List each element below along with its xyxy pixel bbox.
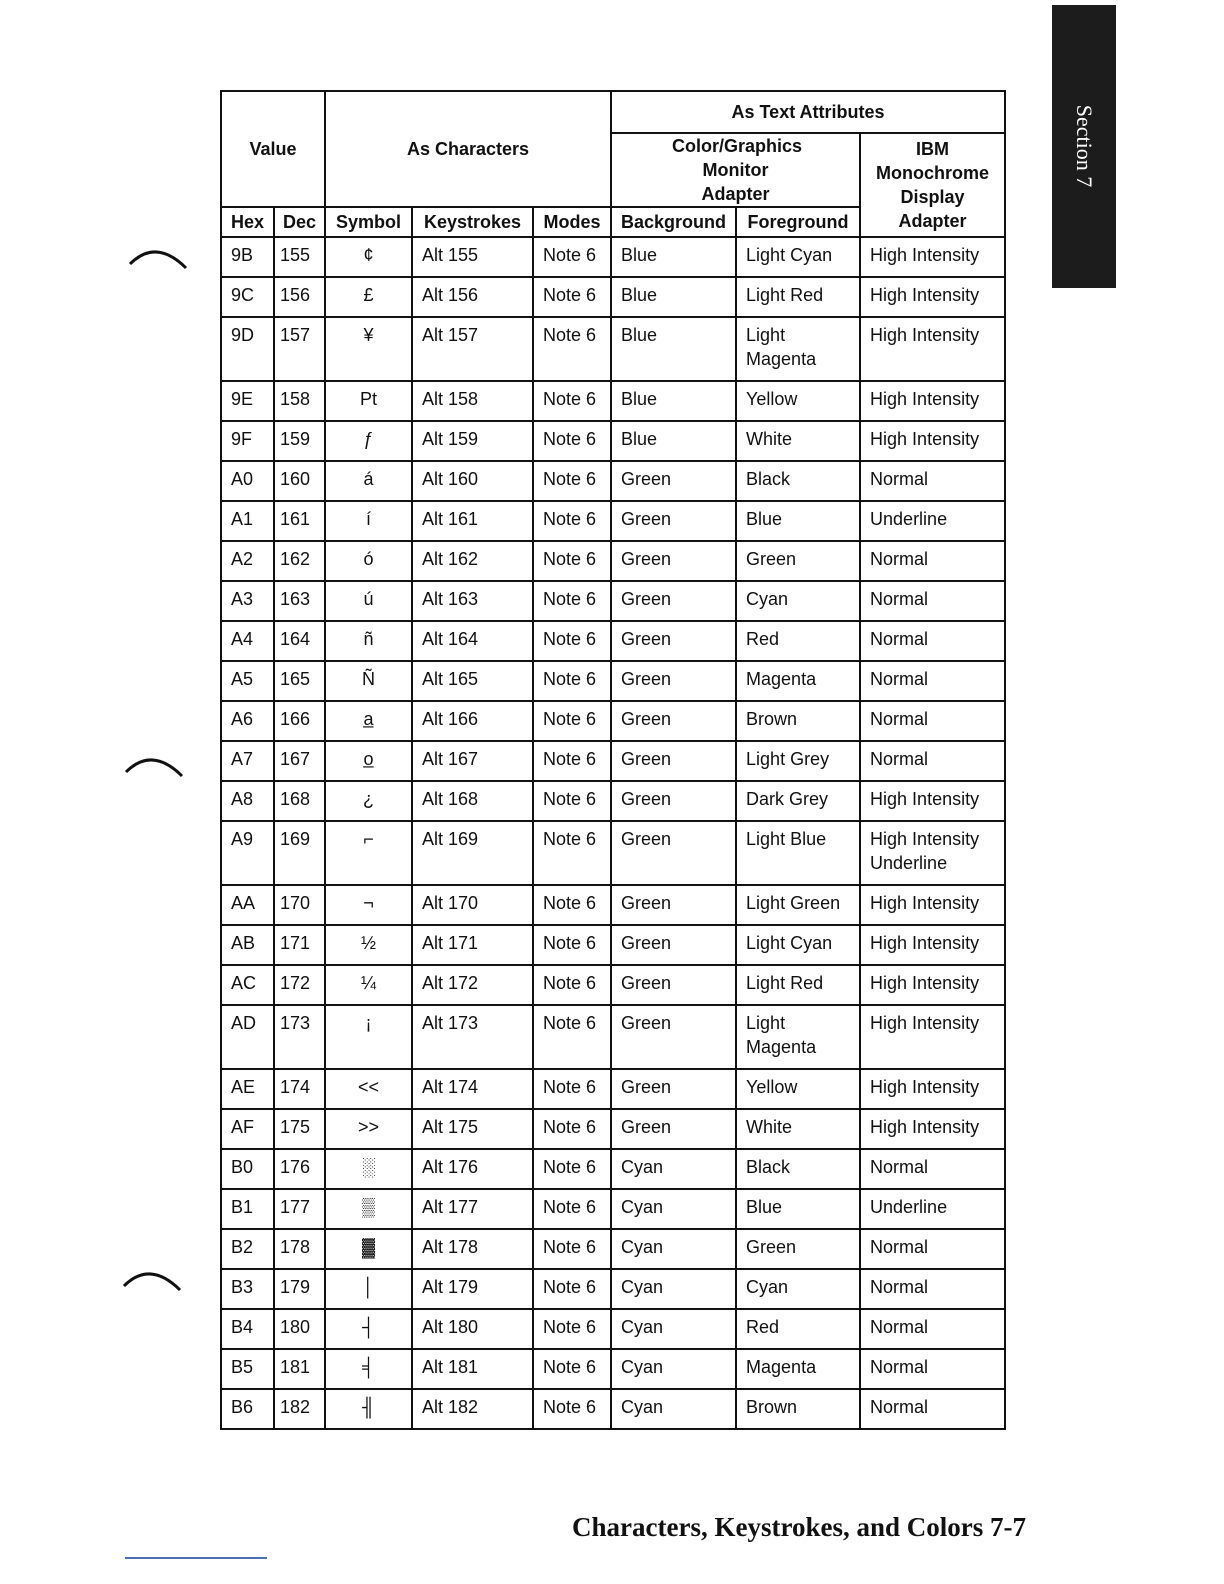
section-tab-label: Section 7 xyxy=(1072,104,1097,188)
cell-monochrome: High Intensity xyxy=(860,381,1005,421)
header-value: Value xyxy=(221,91,325,207)
cell-foreground: Light Red xyxy=(736,277,860,317)
cell-hex: AF xyxy=(221,1109,274,1149)
cell-modes: Note 6 xyxy=(533,661,611,701)
character-attribute-table xyxy=(220,90,1006,1430)
section-tab xyxy=(1052,5,1116,288)
table-row xyxy=(221,885,1005,925)
cell-modes: Note 6 xyxy=(533,1149,611,1189)
cell-dec: 173 xyxy=(274,1005,325,1069)
cell-keystrokes: Alt 168 xyxy=(412,781,533,821)
cell-symbol: ¼ xyxy=(325,965,412,1005)
cell-keystrokes: Alt 159 xyxy=(412,421,533,461)
cell-symbol: ▓ xyxy=(325,1229,412,1269)
cell-keystrokes: Alt 170 xyxy=(412,885,533,925)
cell-background: Green xyxy=(611,1109,736,1149)
cell-monochrome: High Intensity xyxy=(860,885,1005,925)
cell-monochrome: Normal xyxy=(860,581,1005,621)
cell-hex: 9C xyxy=(221,277,274,317)
header-modes: Modes xyxy=(533,207,611,237)
cell-symbol: ¿ xyxy=(325,781,412,821)
table-row xyxy=(221,1005,1005,1069)
cell-symbol: á xyxy=(325,461,412,501)
cell-hex: A5 xyxy=(221,661,274,701)
cell-monochrome: Normal xyxy=(860,1269,1005,1309)
header-as-text-attributes: As Text Attributes xyxy=(611,91,1005,133)
cell-keystrokes: Alt 165 xyxy=(412,661,533,701)
cell-modes: Note 6 xyxy=(533,501,611,541)
cell-keystrokes: Alt 162 xyxy=(412,541,533,581)
cell-modes: Note 6 xyxy=(533,1109,611,1149)
cell-symbol: │ xyxy=(325,1269,412,1309)
cell-hex: A4 xyxy=(221,621,274,661)
cell-foreground: Dark Grey xyxy=(736,781,860,821)
cell-foreground: Blue xyxy=(736,1189,860,1229)
cell-monochrome: High Intensity Underline xyxy=(860,821,1005,885)
table-row xyxy=(221,741,1005,781)
cell-foreground: Light Blue xyxy=(736,821,860,885)
table-row xyxy=(221,1069,1005,1109)
cell-monochrome: Normal xyxy=(860,1149,1005,1189)
cell-modes: Note 6 xyxy=(533,1389,611,1429)
cell-background: Green xyxy=(611,781,736,821)
cell-monochrome: Normal xyxy=(860,1229,1005,1269)
cell-monochrome: Normal xyxy=(860,701,1005,741)
cell-symbol: ┤ xyxy=(325,1309,412,1349)
cell-hex: AA xyxy=(221,885,274,925)
cell-modes: Note 6 xyxy=(533,277,611,317)
cell-foreground: Brown xyxy=(736,701,860,741)
cell-hex: B6 xyxy=(221,1389,274,1429)
cell-dec: 165 xyxy=(274,661,325,701)
cell-keystrokes: Alt 172 xyxy=(412,965,533,1005)
cell-dec: 166 xyxy=(274,701,325,741)
cell-keystrokes: Alt 155 xyxy=(412,237,533,277)
cell-dec: 177 xyxy=(274,1189,325,1229)
cell-symbol: ú xyxy=(325,581,412,621)
cell-foreground: Yellow xyxy=(736,381,860,421)
cell-hex: A2 xyxy=(221,541,274,581)
cell-dec: 161 xyxy=(274,501,325,541)
cell-symbol: ╢ xyxy=(325,1389,412,1429)
cell-background: Green xyxy=(611,661,736,701)
cell-keystrokes: Alt 177 xyxy=(412,1189,533,1229)
table-row xyxy=(221,661,1005,701)
cell-modes: Note 6 xyxy=(533,317,611,381)
cell-keystrokes: Alt 174 xyxy=(412,1069,533,1109)
cell-keystrokes: Alt 182 xyxy=(412,1389,533,1429)
cell-dec: 178 xyxy=(274,1229,325,1269)
cell-symbol: Pt xyxy=(325,381,412,421)
cell-modes: Note 6 xyxy=(533,581,611,621)
cell-monochrome: High Intensity xyxy=(860,421,1005,461)
cell-hex: B5 xyxy=(221,1349,274,1389)
cell-hex: B1 xyxy=(221,1189,274,1229)
header-as-characters: As Characters xyxy=(325,91,611,207)
cell-symbol: ñ xyxy=(325,621,412,661)
cell-monochrome: Normal xyxy=(860,661,1005,701)
table-row xyxy=(221,1229,1005,1269)
cell-keystrokes: Alt 178 xyxy=(412,1229,533,1269)
cell-keystrokes: Alt 167 xyxy=(412,741,533,781)
cell-keystrokes: Alt 176 xyxy=(412,1149,533,1189)
cell-modes: Note 6 xyxy=(533,421,611,461)
cell-symbol: í xyxy=(325,501,412,541)
cell-dec: 169 xyxy=(274,821,325,885)
cell-keystrokes: Alt 180 xyxy=(412,1309,533,1349)
cell-modes: Note 6 xyxy=(533,741,611,781)
cell-monochrome: Normal xyxy=(860,621,1005,661)
cell-modes: Note 6 xyxy=(533,461,611,501)
cell-background: Green xyxy=(611,821,736,885)
table-row xyxy=(221,821,1005,885)
cell-monochrome: High Intensity xyxy=(860,237,1005,277)
cell-symbol: ¡ xyxy=(325,1005,412,1069)
cell-modes: Note 6 xyxy=(533,381,611,421)
cell-hex: B3 xyxy=(221,1269,274,1309)
table-row xyxy=(221,701,1005,741)
cell-modes: Note 6 xyxy=(533,1069,611,1109)
cell-dec: 176 xyxy=(274,1149,325,1189)
cell-foreground: Green xyxy=(736,1229,860,1269)
cell-foreground: Cyan xyxy=(736,581,860,621)
cell-foreground: Light Red xyxy=(736,965,860,1005)
cell-monochrome: Normal xyxy=(860,541,1005,581)
table-row xyxy=(221,781,1005,821)
cell-keystrokes: Alt 161 xyxy=(412,501,533,541)
cell-background: Blue xyxy=(611,237,736,277)
cell-background: Green xyxy=(611,1005,736,1069)
cell-hex: B4 xyxy=(221,1309,274,1349)
table-row xyxy=(221,1269,1005,1309)
cell-monochrome: High Intensity xyxy=(860,317,1005,381)
cell-hex: 9B xyxy=(221,237,274,277)
table-row xyxy=(221,581,1005,621)
page-footer-title: Characters, Keystrokes, and Colors 7-7 xyxy=(572,1512,1026,1542)
cell-background: Cyan xyxy=(611,1229,736,1269)
cell-symbol: ¬ xyxy=(325,885,412,925)
cell-modes: Note 6 xyxy=(533,541,611,581)
table-row xyxy=(221,541,1005,581)
cell-foreground: Black xyxy=(736,1149,860,1189)
cell-background: Green xyxy=(611,741,736,781)
cell-background: Blue xyxy=(611,277,736,317)
cell-modes: Note 6 xyxy=(533,1005,611,1069)
cell-background: Cyan xyxy=(611,1389,736,1429)
cell-foreground: Light Magenta xyxy=(736,1005,860,1069)
table-row xyxy=(221,277,1005,317)
cell-symbol: Ñ xyxy=(325,661,412,701)
cell-hex: AE xyxy=(221,1069,274,1109)
cell-foreground: Cyan xyxy=(736,1269,860,1309)
cell-modes: Note 6 xyxy=(533,1309,611,1349)
cell-background: Blue xyxy=(611,421,736,461)
cell-modes: Note 6 xyxy=(533,781,611,821)
cell-keystrokes: Alt 157 xyxy=(412,317,533,381)
cell-keystrokes: Alt 156 xyxy=(412,277,533,317)
header-symbol: Symbol xyxy=(325,207,412,237)
table-row xyxy=(221,925,1005,965)
cell-keystrokes: Alt 169 xyxy=(412,821,533,885)
cell-background: Green xyxy=(611,885,736,925)
cell-symbol: ¢ xyxy=(325,237,412,277)
cell-background: Cyan xyxy=(611,1269,736,1309)
cell-foreground: Green xyxy=(736,541,860,581)
table-row xyxy=(221,1109,1005,1149)
cell-symbol: ▒ xyxy=(325,1189,412,1229)
table-row xyxy=(221,1189,1005,1229)
cell-background: Cyan xyxy=(611,1189,736,1229)
table-row xyxy=(221,1309,1005,1349)
table-row xyxy=(221,1349,1005,1389)
cell-dec: 182 xyxy=(274,1389,325,1429)
cell-modes: Note 6 xyxy=(533,821,611,885)
cell-hex: AD xyxy=(221,1005,274,1069)
cell-keystrokes: Alt 179 xyxy=(412,1269,533,1309)
cell-keystrokes: Alt 181 xyxy=(412,1349,533,1389)
cell-background: Green xyxy=(611,1069,736,1109)
cell-modes: Note 6 xyxy=(533,1229,611,1269)
cell-background: Green xyxy=(611,965,736,1005)
cell-keystrokes: Alt 173 xyxy=(412,1005,533,1069)
cell-background: Green xyxy=(611,461,736,501)
cell-symbol: ½ xyxy=(325,925,412,965)
cell-symbol: ╡ xyxy=(325,1349,412,1389)
cell-keystrokes: Alt 158 xyxy=(412,381,533,421)
cell-hex: A9 xyxy=(221,821,274,885)
table-row xyxy=(221,461,1005,501)
cell-dec: 168 xyxy=(274,781,325,821)
cell-dec: 163 xyxy=(274,581,325,621)
cell-symbol: ⌐ xyxy=(325,821,412,885)
cell-hex: A6 xyxy=(221,701,274,741)
cell-symbol: £ xyxy=(325,277,412,317)
cell-monochrome: High Intensity xyxy=(860,1069,1005,1109)
cell-symbol: ¥ xyxy=(325,317,412,381)
cell-dec: 155 xyxy=(274,237,325,277)
cell-monochrome: Underline xyxy=(860,1189,1005,1229)
cell-symbol: << xyxy=(325,1069,412,1109)
cell-keystrokes: Alt 175 xyxy=(412,1109,533,1149)
binder-hole-mark-middle xyxy=(124,750,186,780)
cell-keystrokes: Alt 163 xyxy=(412,581,533,621)
table-row xyxy=(221,501,1005,541)
cell-monochrome: High Intensity xyxy=(860,781,1005,821)
cell-keystrokes: Alt 171 xyxy=(412,925,533,965)
table-row xyxy=(221,1149,1005,1189)
cell-hex: AB xyxy=(221,925,274,965)
cell-monochrome: High Intensity xyxy=(860,1109,1005,1149)
binder-hole-mark-bottom xyxy=(122,1264,184,1294)
cell-background: Green xyxy=(611,621,736,661)
cell-foreground: Light Cyan xyxy=(736,237,860,277)
cell-foreground: Light Cyan xyxy=(736,925,860,965)
cell-hex: B0 xyxy=(221,1149,274,1189)
cell-hex: AC xyxy=(221,965,274,1005)
cell-dec: 159 xyxy=(274,421,325,461)
table-row xyxy=(221,237,1005,277)
cell-modes: Note 6 xyxy=(533,237,611,277)
table-row xyxy=(221,317,1005,381)
table-row xyxy=(221,621,1005,661)
cell-monochrome: Normal xyxy=(860,741,1005,781)
cell-dec: 164 xyxy=(274,621,325,661)
cell-symbol: ó xyxy=(325,541,412,581)
cell-background: Cyan xyxy=(611,1309,736,1349)
cell-dec: 175 xyxy=(274,1109,325,1149)
cell-monochrome: Normal xyxy=(860,1349,1005,1389)
cell-modes: Note 6 xyxy=(533,701,611,741)
table-row xyxy=(221,421,1005,461)
cell-symbol: a̲ xyxy=(325,701,412,741)
cell-keystrokes: Alt 166 xyxy=(412,701,533,741)
cell-keystrokes: Alt 164 xyxy=(412,621,533,661)
cell-foreground: Black xyxy=(736,461,860,501)
cell-modes: Note 6 xyxy=(533,965,611,1005)
cell-dec: 172 xyxy=(274,965,325,1005)
table-row xyxy=(221,965,1005,1005)
header-dec: Dec xyxy=(274,207,325,237)
bottom-rule xyxy=(125,1557,267,1559)
cell-hex: 9E xyxy=(221,381,274,421)
cell-modes: Note 6 xyxy=(533,1269,611,1309)
cell-foreground: Light Green xyxy=(736,885,860,925)
cell-monochrome: Normal xyxy=(860,461,1005,501)
cell-modes: Note 6 xyxy=(533,925,611,965)
header-monochrome-display-adapter: IBM Monochrome Display Adapter xyxy=(860,133,1005,237)
cell-modes: Note 6 xyxy=(533,621,611,661)
cell-monochrome: High Intensity xyxy=(860,965,1005,1005)
cell-background: Green xyxy=(611,701,736,741)
cell-dec: 156 xyxy=(274,277,325,317)
cell-hex: A8 xyxy=(221,781,274,821)
cell-foreground: Magenta xyxy=(736,661,860,701)
cell-hex: B2 xyxy=(221,1229,274,1269)
cell-dec: 181 xyxy=(274,1349,325,1389)
cell-dec: 171 xyxy=(274,925,325,965)
cell-foreground: Red xyxy=(736,621,860,661)
cell-background: Green xyxy=(611,501,736,541)
cell-symbol: >> xyxy=(325,1109,412,1149)
cell-monochrome: High Intensity xyxy=(860,1005,1005,1069)
cell-foreground: White xyxy=(736,1109,860,1149)
cell-modes: Note 6 xyxy=(533,1349,611,1389)
cell-symbol: o̲ xyxy=(325,741,412,781)
cell-dec: 157 xyxy=(274,317,325,381)
cell-background: Green xyxy=(611,925,736,965)
cell-hex: A1 xyxy=(221,501,274,541)
table-body xyxy=(221,237,1005,1429)
header-background: Background xyxy=(611,207,736,237)
cell-dec: 162 xyxy=(274,541,325,581)
header-hex: Hex xyxy=(221,207,274,237)
cell-background: Blue xyxy=(611,381,736,421)
cell-dec: 158 xyxy=(274,381,325,421)
cell-dec: 180 xyxy=(274,1309,325,1349)
binder-hole-mark-top xyxy=(128,242,190,272)
cell-symbol: ░ xyxy=(325,1149,412,1189)
cell-hex: A0 xyxy=(221,461,274,501)
cell-foreground: Yellow xyxy=(736,1069,860,1109)
table-row xyxy=(221,381,1005,421)
cell-dec: 160 xyxy=(274,461,325,501)
cell-foreground: Red xyxy=(736,1309,860,1349)
cell-dec: 170 xyxy=(274,885,325,925)
cell-keystrokes: Alt 160 xyxy=(412,461,533,501)
cell-foreground: Magenta xyxy=(736,1349,860,1389)
cell-background: Blue xyxy=(611,317,736,381)
cell-foreground: Light Magenta xyxy=(736,317,860,381)
cell-background: Green xyxy=(611,541,736,581)
cell-modes: Note 6 xyxy=(533,885,611,925)
cell-foreground: Blue xyxy=(736,501,860,541)
cell-background: Green xyxy=(611,581,736,621)
cell-dec: 174 xyxy=(274,1069,325,1109)
cell-symbol: ƒ xyxy=(325,421,412,461)
cell-background: Cyan xyxy=(611,1149,736,1189)
cell-hex: A3 xyxy=(221,581,274,621)
cell-foreground: Brown xyxy=(736,1389,860,1429)
cell-modes: Note 6 xyxy=(533,1189,611,1229)
cell-foreground: Light Grey xyxy=(736,741,860,781)
cell-monochrome: Normal xyxy=(860,1309,1005,1349)
cell-dec: 179 xyxy=(274,1269,325,1309)
cell-background: Cyan xyxy=(611,1349,736,1389)
cell-dec: 167 xyxy=(274,741,325,781)
cell-hex: 9D xyxy=(221,317,274,381)
header-keystrokes: Keystrokes xyxy=(412,207,533,237)
cell-monochrome: Underline xyxy=(860,501,1005,541)
cell-monochrome: High Intensity xyxy=(860,277,1005,317)
cell-hex: 9F xyxy=(221,421,274,461)
header-foreground: Foreground xyxy=(736,207,860,237)
table-row xyxy=(221,1389,1005,1429)
cell-monochrome: High Intensity xyxy=(860,925,1005,965)
cell-hex: A7 xyxy=(221,741,274,781)
header-color-monitor-adapter: Color/Graphics Monitor Adapter xyxy=(611,133,860,207)
cell-foreground: White xyxy=(736,421,860,461)
cell-monochrome: Normal xyxy=(860,1389,1005,1429)
